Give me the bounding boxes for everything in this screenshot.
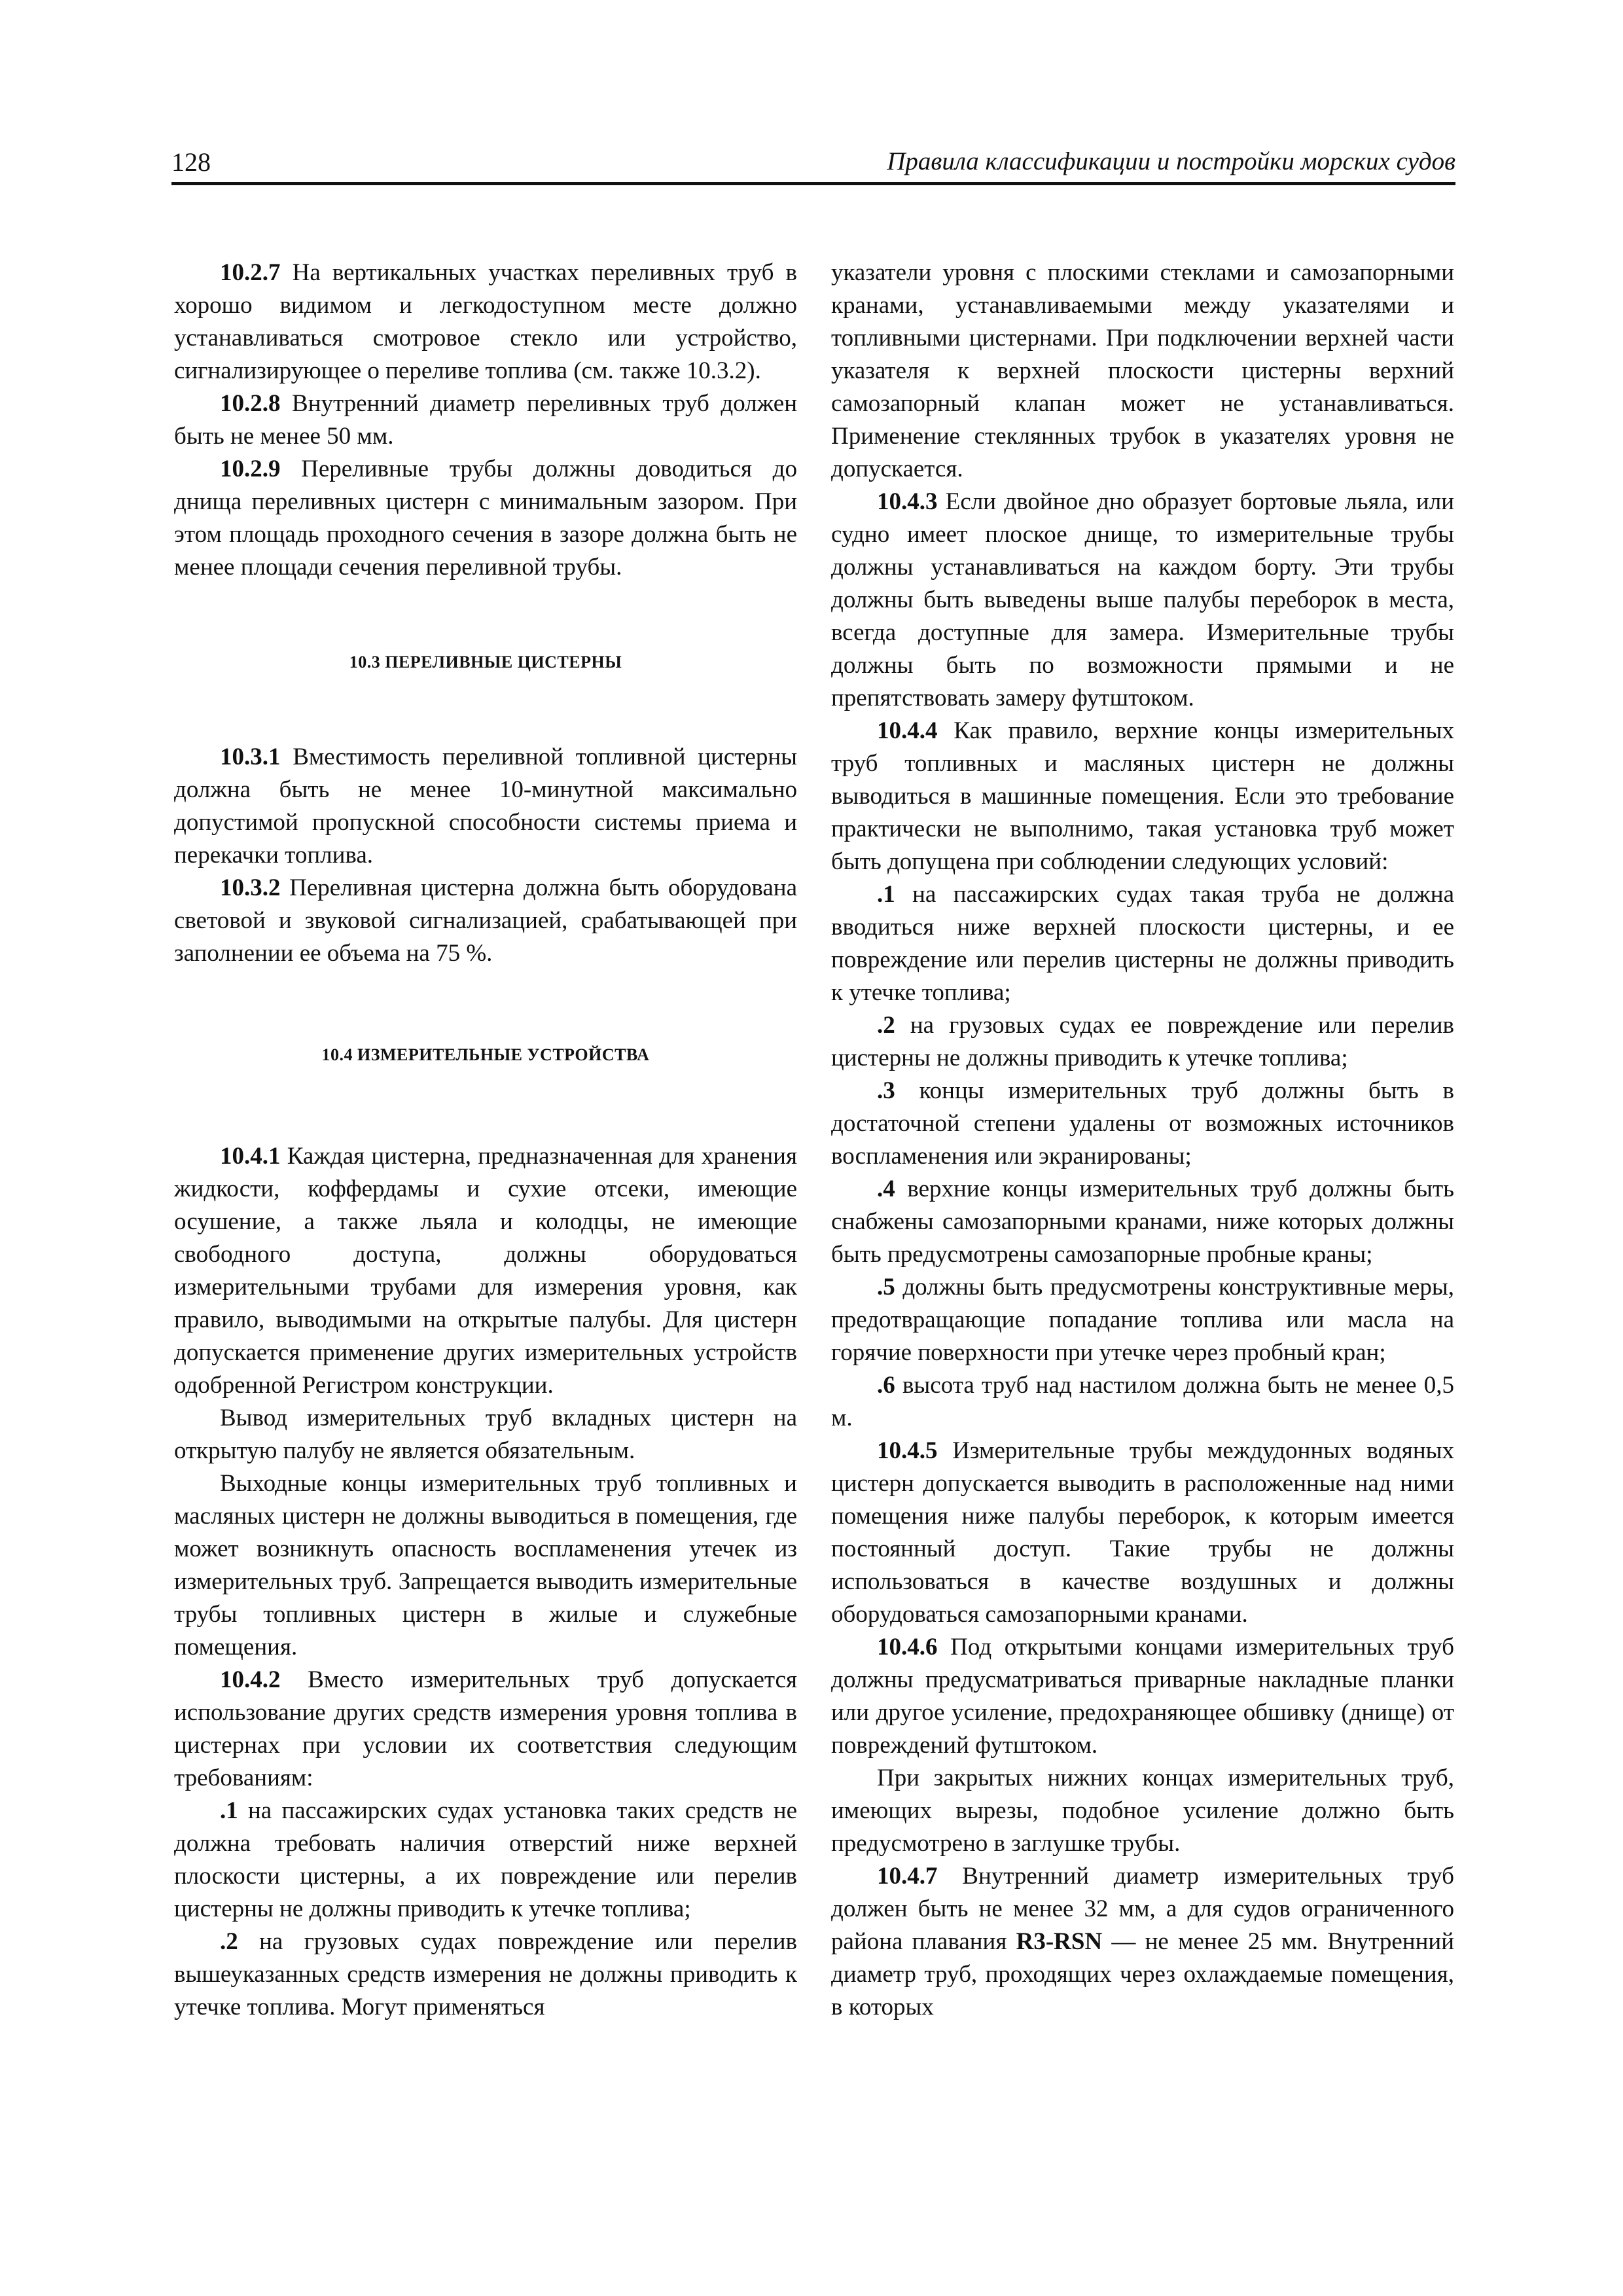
paragraph-10-4-2-2: [174, 1926, 797, 2024]
clause-text: Переливная цистерна должна быть оборудована световой и звуковой сигнализацией, срабатывающей при заполнении ее объема на 75 %.: [174, 874, 797, 967]
clause-text: Вместо измерительных труб допускается использование других средств измерения уровня топлива в цистернах при условии их соответствия следующим требованиям:: [174, 1666, 797, 1791]
clause-text: Вместимость переливной топливной цистерны должна быть не менее 10-минутной максимально допустимой пропускной способности системы приема и перекачки топлива.: [174, 744, 797, 869]
clause-number: 10.4.3: [877, 488, 938, 515]
paragraph-10-4-4-2: [831, 1009, 1454, 1075]
item-text: должны быть предусмотрены конструктивные меры, предотвращающие попадание топлива или масла на горячие поверхности при утечке через пробный кран;: [831, 1274, 1454, 1366]
item-text: на грузовых судах повреждение или перелив вышеуказанных средств измерения не должны приводить к утечке топлива. Могут применяться: [174, 1928, 797, 2020]
clause-number: 10.2.7: [220, 259, 281, 286]
paragraph-10-4-4-6: [831, 1369, 1454, 1435]
clause-text: Внутренний диаметр переливных труб должен быть не менее 50 мм.: [174, 390, 797, 450]
section-heading-10-3: 10.3 ПЕРЕЛИВНЫЕ ЦИСТЕРНЫ: [349, 653, 622, 672]
paragraph-10-2-9: [174, 453, 797, 584]
item-text: концы измерительных труб должны быть в достаточной степени удалены от возможных источников воспламенения или экранированы;: [831, 1077, 1454, 1170]
item-number: .3: [877, 1077, 895, 1104]
paragraph-10-4-4-1: [831, 878, 1454, 1009]
clause-number: 10.4.1: [220, 1143, 281, 1170]
item-text: на пассажирских судах такая труба не должна вводиться ниже верхней плоскости цистерны, и ее повреждение или перелив цистерны не должны приводить к утечке топлива;: [831, 881, 1454, 1006]
navigation-area-code: R3-RSN: [1016, 1928, 1103, 1955]
running-title: Правила классификации и постройки морских судов: [887, 147, 1455, 175]
item-number: .2: [220, 1928, 238, 1955]
clause-text: Каждая цистерна, предназначенная для хранения жидкости, коффердамы и сухие отсеки, имеющие осушение, а также льяла и колодцы, не имеющие свободного доступа, должны оборудоваться измерительными трубами для измерения уровня, как правило, выводимыми на открытые палубы. Для цистерн допускается применение других измерительных устройств одобренной Регистром конструкции.: [174, 1143, 797, 1399]
paragraph-10-4-1-b: Вывод измерительных труб вкладных цистерн на открытую палубу не является обязательным.: [174, 1405, 797, 1464]
left-column: [174, 257, 797, 2024]
clause-number: 10.3.2: [220, 874, 281, 901]
right-column: [831, 257, 1454, 2024]
clause-text: Внутренний диаметр измерительных труб должен быть не менее 32 мм, а для судов ограниченного района плавания: [831, 1863, 1454, 1955]
page-number: 128: [171, 147, 211, 177]
item-number: .1: [877, 881, 895, 908]
paragraph-10-4-3: [831, 486, 1454, 715]
paragraph-continuation: указатели уровня с плоскими стеклами и самозапорными кранами, устанавливаемыми между указателями и топливными цистернами. При подключении верхней части указателя к верхней плоскости цистерны верхний самозапорный клапан может не устанавливаться. Применение стеклянных трубок в указателях уровня не допускается.: [831, 259, 1454, 482]
clause-text: Измерительные трубы междудонных водяных цистерн допускается выводить в расположенные над ними помещения ниже палубы переборок, к которым имеется постоянный доступ. Такие трубы не должны использоваться в качестве воздушных и должны оборудоваться самозапорными кранами.: [831, 1437, 1454, 1628]
clause-text: На вертикальных участках переливных труб в хорошо видимом и легкодоступном месте должно устанавливаться смотровое стекло или устройство, сигнализирующее о переливе топлива (см. также 10.3.2).: [174, 259, 797, 384]
paragraph-10-4-5: [831, 1435, 1454, 1631]
clause-number: 10.3.1: [220, 744, 281, 770]
paragraph-10-4-2: [174, 1664, 797, 1795]
paragraph-10-4-4-5: [831, 1271, 1454, 1369]
paragraph-10-2-7: [174, 257, 797, 387]
clause-text: Переливные трубы должны доводиться до днища переливных цистерн с минимальным зазором. При этом площадь проходного сечения в зазоре должна быть не менее площади сечения переливной трубы.: [174, 456, 797, 581]
clause-text-continued: — не менее 25 мм. Внутренний диаметр труб, проходящих через охлаждаемые помещения, в которых: [831, 1928, 1454, 2020]
paragraph-10-4-6-b: При закрытых нижних концах измерительных труб, имеющих вырезы, подобное усиление должно быть предусмотрено в заглушке трубы.: [831, 1765, 1454, 1857]
clause-number: 10.2.9: [220, 456, 281, 482]
clause-number: 10.4.5: [877, 1437, 938, 1464]
clause-number: 10.4.4: [877, 717, 938, 744]
paragraph-10-4-1-c: Выходные концы измерительных труб топливных и масляных цистерн не должны выводиться в помещения, где может возникнуть опасность воспламенения утечек из измерительных труб. Запрещается выводить измерительные трубы топливных цистерн в жилые и служебные помещения.: [174, 1470, 797, 1660]
clause-number: 10.4.2: [220, 1666, 281, 1693]
paragraph-10-3-2: [174, 872, 797, 970]
paragraph-10-4-4: [831, 715, 1454, 878]
item-number: .6: [877, 1372, 895, 1399]
item-text: верхние концы измерительных труб должны быть снабжены самозапорными кранами, ниже которых должны быть предусмотрены самозапорные пробные краны;: [831, 1175, 1454, 1268]
clause-number: 10.2.8: [220, 390, 281, 417]
item-number: .4: [877, 1175, 895, 1202]
item-text: на грузовых судах ее повреждение или перелив цистерны не должны приводить к утечке топлива;: [831, 1012, 1454, 1071]
paragraph-10-4-6: [831, 1631, 1454, 1762]
page-header: [171, 143, 1455, 183]
clause-number: 10.4.6: [877, 1634, 938, 1660]
paragraph-10-4-4-3: [831, 1075, 1454, 1173]
item-text: на пассажирских судах установка таких средств не должна требовать наличия отверстий ниже верхней плоскости цистерны, а их повреждение или перелив цистерны не должны приводить к утечке топлива;: [174, 1797, 797, 1922]
clause-number: 10.4.7: [877, 1863, 938, 1890]
paragraph-10-4-2-1: [174, 1795, 797, 1926]
item-text: высота труб над настилом должна быть не менее 0,5 м.: [831, 1372, 1454, 1431]
header-rule: [171, 182, 1455, 185]
paragraph-10-4-1: [174, 1140, 797, 1402]
clause-text: Если двойное дно образует бортовые льяла, или судно имеет плоское днище, то измерительные трубы должны устанавливаться на каждом борту. Эти трубы должны быть выведены выше палубы переборок в места, всегда доступные для замера. Измерительные трубы должны быть по возможности прямыми и не препятствовать замеру футштоком.: [831, 488, 1454, 711]
paragraph-10-4-4-4: [831, 1173, 1454, 1271]
section-heading-10-4: 10.4 ИЗМЕРИТЕЛЬНЫЕ УСТРОЙСТВА: [321, 1045, 650, 1064]
paragraph-10-3-1: [174, 741, 797, 872]
paragraph-10-4-7: [831, 1860, 1454, 2024]
item-number: .1: [220, 1797, 238, 1824]
paragraph-10-2-8: [174, 387, 797, 453]
clause-text: Как правило, верхние концы измерительных труб топливных и масляных цистерн не должны выводиться в машинные помещения. Если это требование практически не выполнимо, такая установка труб может быть допущена при соблюдении следующих условий:: [831, 717, 1454, 875]
item-number: .5: [877, 1274, 895, 1300]
item-number: .2: [877, 1012, 895, 1039]
clause-text: Под открытыми концами измерительных труб должны предусматриваться приварные накладные планки или другое усиление, предохраняющее обшивку (днище) от повреждений футштоком.: [831, 1634, 1454, 1759]
